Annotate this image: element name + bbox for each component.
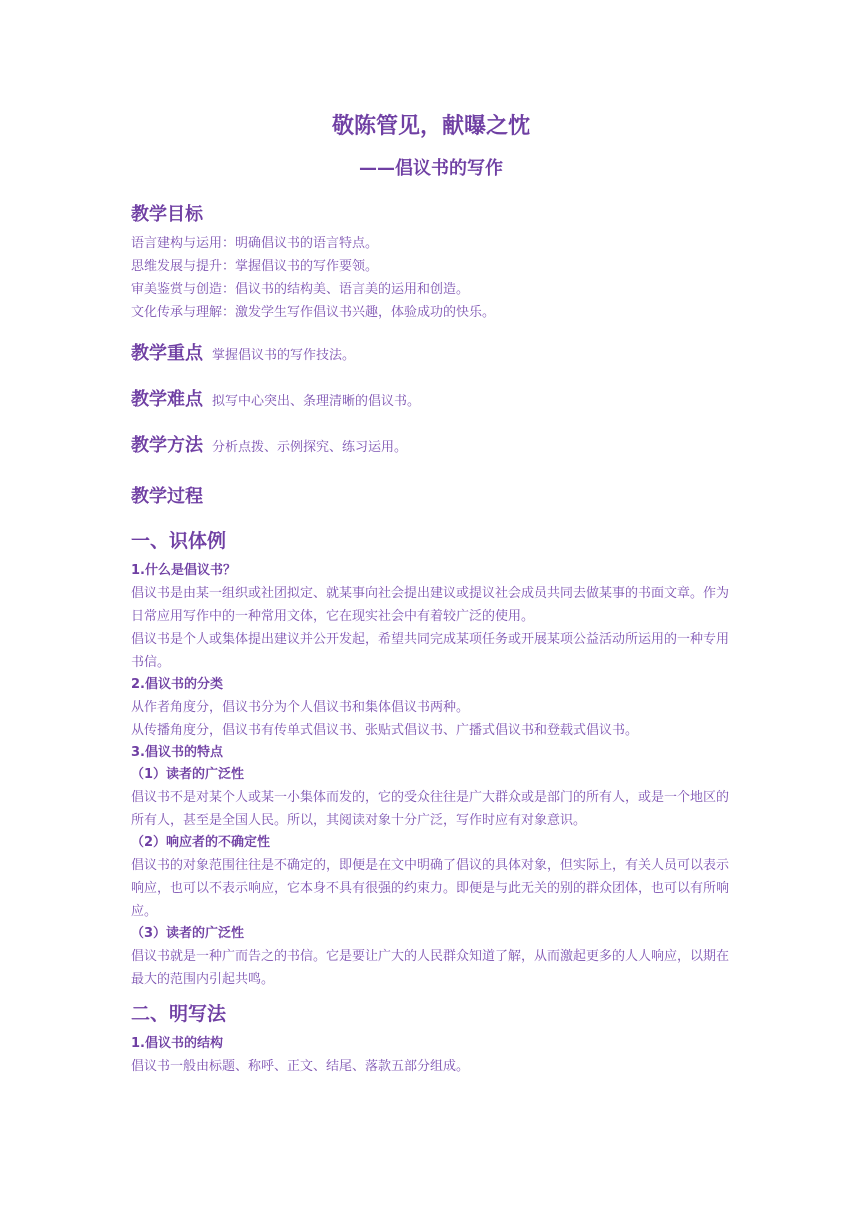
difficulty-row — [131, 386, 731, 416]
key-point-row — [131, 340, 731, 370]
method-row — [131, 432, 731, 462]
part1-q1-title: 1.什么是倡议书？ — [131, 563, 236, 578]
feature-title: （2）响应者的不确定性 — [131, 835, 271, 850]
part1-q2-title: 2.倡议书的分类 — [131, 677, 223, 692]
paragraph: 倡议书是个人或集体提出建议并公开发起，希望共同完成某项任务或开展某项公益活动所运用的一种专用书信。 — [131, 632, 730, 670]
document-title: 敬陈管见，献曝之忱 — [331, 114, 530, 139]
difficulty-text: 拟写中心突出、条理清晰的倡议书。 — [212, 394, 421, 409]
part2-heading: 二、明写法 — [131, 1003, 227, 1025]
process-heading: 教学过程 — [131, 486, 203, 507]
document-page — [131, 108, 731, 1078]
method-text: 分析点拨、示例探究、练习运用。 — [212, 440, 408, 455]
part1-heading: 一、识体例 — [131, 530, 227, 552]
feature-title: （1）读者的广泛性 — [131, 767, 245, 782]
goal-item: 文化传承与理解：激发学生写作倡议书兴趣，体验成功的快乐。 — [131, 305, 496, 320]
method-label: 教学方法 — [131, 435, 203, 456]
paragraph: 从传播角度分，倡议书有传单式倡议书、张贴式倡议书、广播式倡议书和登载式倡议书。 — [131, 723, 639, 738]
part1-q3-title: 3.倡议书的特点 — [131, 745, 223, 760]
part2-q1-title: 1.倡议书的结构 — [131, 1036, 223, 1051]
paragraph: 倡议书的对象范围往往是不确定的，即便是在文中明确了倡议的具体对象，但实际上，有关人员可以表示响应，也可以不表示响应，它本身不具有很强的约束力。即便是与此无关的别的群众团体，也可以有所响应。 — [131, 858, 730, 919]
feature-title: （3）读者的广泛性 — [131, 926, 245, 941]
goal-item: 语言建构与运用：明确倡议书的语言特点。 — [131, 236, 379, 251]
paragraph: 倡议书不是对某个人或某一小集体而发的，它的受众往往是广大群众或是部门的所有人，或是一个地区的所有人，甚至是全国人民。所以，其阅读对象十分广泛，写作时应有对象意识。 — [131, 790, 730, 828]
difficulty-label: 教学难点 — [131, 389, 203, 410]
goals-heading: 教学目标 — [131, 204, 203, 225]
paragraph: 倡议书是由某一组织或社团拟定、就某事向社会提出建议或提议社会成员共同去做某事的书面文章。作为日常应用写作中的一种常用文体，它在现实社会中有着较广泛的使用。 — [131, 586, 730, 624]
goal-item: 思维发展与提升：掌握倡议书的写作要领。 — [131, 259, 379, 274]
document-subtitle: ——倡议书的写作 — [359, 158, 503, 179]
key-point-text: 掌握倡议书的写作技法。 — [212, 348, 356, 363]
paragraph: 从作者角度分，倡议书分为个人倡议书和集体倡议书两种。 — [131, 700, 470, 715]
key-point-label: 教学重点 — [131, 343, 203, 364]
paragraph: 倡议书就是一种广而告之的书信。它是要让广大的人民群众知道了解，从而激起更多的人人响应，以期在最大的范围内引起共鸣。 — [131, 949, 730, 987]
goal-item: 审美鉴赏与创造：倡议书的结构美、语言美的运用和创造。 — [131, 282, 470, 297]
paragraph: 倡议书一般由标题、称呼、正文、结尾、落款五部分组成。 — [131, 1059, 470, 1074]
